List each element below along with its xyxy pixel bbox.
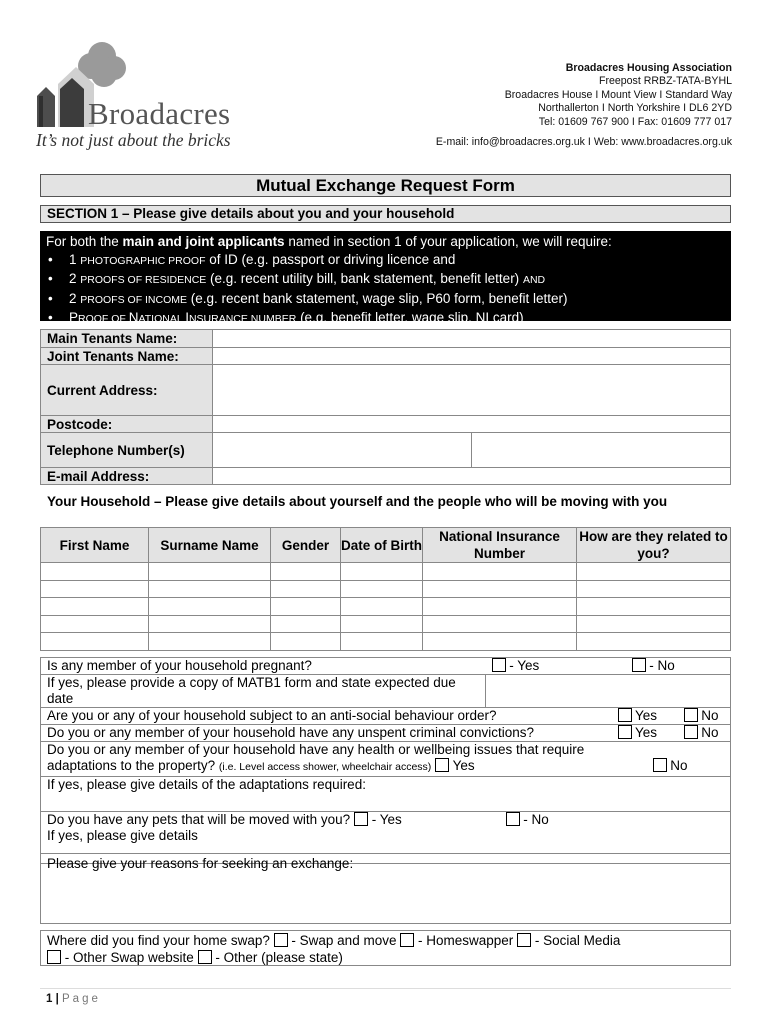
reasons-label: Please give your reasons for seeking an exchange: (47, 856, 354, 871)
asbo-question: Are you or any of your household subject to an anti-social behaviour order? Yes No (41, 708, 731, 725)
address-line: Freepost RRBZ-TATA-BYHL (598, 75, 732, 88)
table-cell[interactable] (271, 615, 341, 633)
requirement-item: • PROOF OF NATIONAL INSURANCE NUMBER (e.g. benefit letter, wage slip, NI card) (46, 309, 725, 329)
table-cell[interactable] (271, 563, 341, 581)
table-row (41, 633, 731, 651)
address-line: Northallerton I North Yorkshire I DL6 2YD (538, 102, 732, 115)
joint-tenant-label: Joint Tenants Name: (41, 348, 213, 365)
table-cell[interactable] (41, 615, 149, 633)
convictions-question: Do you or any member of your household have any unspent criminal convictions? Yes No (41, 725, 731, 742)
pets-question: Do you have any pets that will be moved with you? - Yes - No If yes, please give details (41, 812, 731, 864)
table-cell[interactable] (271, 633, 341, 651)
main-tenant-label: Main Tenants Name: (41, 330, 213, 348)
table-cell[interactable] (341, 633, 423, 651)
col-first-name: First Name (41, 528, 149, 563)
telephone-field-1[interactable] (213, 433, 472, 468)
col-date-of-birth: Date of Birth (341, 528, 423, 563)
org-address (505, 62, 732, 129)
convictions-no-checkbox[interactable] (684, 725, 698, 739)
form-title: Mutual Exchange Request Form (40, 174, 731, 197)
social-media-checkbox[interactable] (517, 933, 531, 947)
table-cell[interactable] (423, 633, 577, 651)
pets-yes-checkbox[interactable] (354, 812, 368, 826)
table-cell[interactable] (341, 615, 423, 633)
other-checkbox[interactable] (198, 950, 212, 964)
current-address-field[interactable] (213, 365, 731, 416)
joint-tenant-field[interactable] (213, 348, 731, 365)
table-cell[interactable] (271, 580, 341, 598)
table-cell[interactable] (577, 598, 731, 616)
household-table (40, 527, 731, 651)
other-swap-website-checkbox[interactable] (47, 950, 61, 964)
col-ni-number: National Insurance Number (423, 528, 577, 563)
questions-table (40, 657, 731, 864)
section-1-heading: SECTION 1 – Please give details about you and your household (40, 205, 731, 223)
requirements-intro: For both the main and joint applicants named in section 1 of your application, we will require: (46, 234, 612, 249)
current-address-label: Current Address: (41, 365, 213, 416)
table-cell[interactable] (423, 563, 577, 581)
requirement-item: • 1 PHOTOGRAPHIC PROOF of ID (e.g. passport or driving licence and (46, 251, 725, 271)
page-label: Page (62, 993, 101, 1005)
postcode-field[interactable] (213, 416, 731, 433)
broadacres-logo (36, 34, 276, 152)
table-cell[interactable] (41, 598, 149, 616)
requirement-item: • 2 PROOFS OF RESIDENCE (e.g. recent utility bill, bank statement, benefit letter) AND (46, 270, 725, 290)
col-relationship: How are they related to you? (577, 528, 731, 563)
main-tenant-field[interactable] (213, 330, 731, 348)
pregnant-options: - Yes - No (486, 658, 731, 675)
phone-fax-line: Tel: 01609 767 900 I Fax: 01609 777 017 (538, 115, 732, 128)
table-cell[interactable] (341, 598, 423, 616)
pets-no-checkbox[interactable] (506, 812, 520, 826)
table-cell[interactable] (149, 598, 271, 616)
health-no-checkbox[interactable] (653, 758, 667, 772)
table-cell[interactable] (149, 633, 271, 651)
table-cell[interactable] (423, 615, 577, 633)
page-footer: 1 | Page (46, 993, 101, 1005)
table-cell[interactable] (41, 563, 149, 581)
matb1-question: If yes, please provide a copy of MATB1 form and state expected due date (41, 675, 486, 708)
table-row (41, 598, 731, 616)
reasons-field[interactable] (40, 853, 731, 924)
convictions-yes-checkbox[interactable] (618, 725, 632, 739)
postcode-label: Postcode: (41, 416, 213, 433)
find-swap-question: Where did you find your home swap? - Swap and move - Homeswapper - Social Media - Other Swap website - Other (please state) (40, 930, 731, 966)
table-row (41, 563, 731, 581)
logo-wordmark: Broadacres (88, 96, 231, 131)
homeswapper-checkbox[interactable] (400, 933, 414, 947)
adaptations-field[interactable] (41, 777, 731, 812)
telephone-label: Telephone Number(s) (41, 433, 213, 468)
table-cell[interactable] (271, 598, 341, 616)
asbo-yes-checkbox[interactable] (618, 708, 632, 722)
table-cell[interactable] (577, 633, 731, 651)
contact-line: E-mail: info@broadacres.org.uk I Web: www.broadacres.org.uk (435, 136, 732, 148)
adaptations-label: If yes, please give details of the adaptations required: (47, 777, 366, 792)
requirements-list (46, 251, 725, 329)
footer-divider (40, 988, 731, 989)
table-cell[interactable] (149, 580, 271, 598)
table-cell[interactable] (149, 615, 271, 633)
pregnant-no-checkbox[interactable] (632, 658, 646, 672)
pets-details-label: If yes, please give details (47, 828, 198, 843)
org-name: Broadacres Housing Association (565, 62, 732, 74)
email-field[interactable] (213, 468, 731, 485)
due-date-field[interactable] (486, 675, 731, 708)
health-question: Do you or any member of your household have any health or wellbeing issues that require adaptations to the property? (i.e. Level access shower, wheelchair access) Yes No (41, 742, 731, 777)
swap-and-move-checkbox[interactable] (274, 933, 288, 947)
table-cell[interactable] (577, 615, 731, 633)
requirements-box (40, 231, 731, 325)
table-cell[interactable] (341, 580, 423, 598)
telephone-field-2[interactable] (472, 433, 731, 468)
asbo-no-checkbox[interactable] (684, 708, 698, 722)
pregnant-question: Is any member of your household pregnant? (41, 658, 486, 675)
table-cell[interactable] (341, 563, 423, 581)
page-number: 1 (46, 993, 53, 1005)
col-gender: Gender (271, 528, 341, 563)
table-cell[interactable] (577, 580, 731, 598)
household-heading: Your Household – Please give details about yourself and the people who will be moving with you (47, 494, 668, 509)
logo-tagline: It’s not just about the bricks (36, 130, 231, 150)
table-row (41, 580, 731, 598)
table-cell[interactable] (577, 563, 731, 581)
table-cell[interactable] (149, 563, 271, 581)
table-row (41, 615, 731, 633)
pregnant-yes-checkbox[interactable] (492, 658, 506, 672)
table-cell[interactable] (423, 580, 577, 598)
requirement-item: • 2 PROOFS OF INCOME (e.g. recent bank statement, wage slip, P60 form, benefit letter) (46, 290, 725, 310)
col-surname: Surname Name (149, 528, 271, 563)
health-yes-checkbox[interactable] (435, 758, 449, 772)
applicant-details-table (40, 329, 731, 485)
find-swap-label: Where did you find your home swap? (47, 933, 270, 948)
table-cell[interactable] (423, 598, 577, 616)
email-label: E-mail Address: (41, 468, 213, 485)
table-cell[interactable] (41, 633, 149, 651)
table-cell[interactable] (41, 580, 149, 598)
address-line: Broadacres House I Mount View I Standard Way (504, 88, 732, 101)
